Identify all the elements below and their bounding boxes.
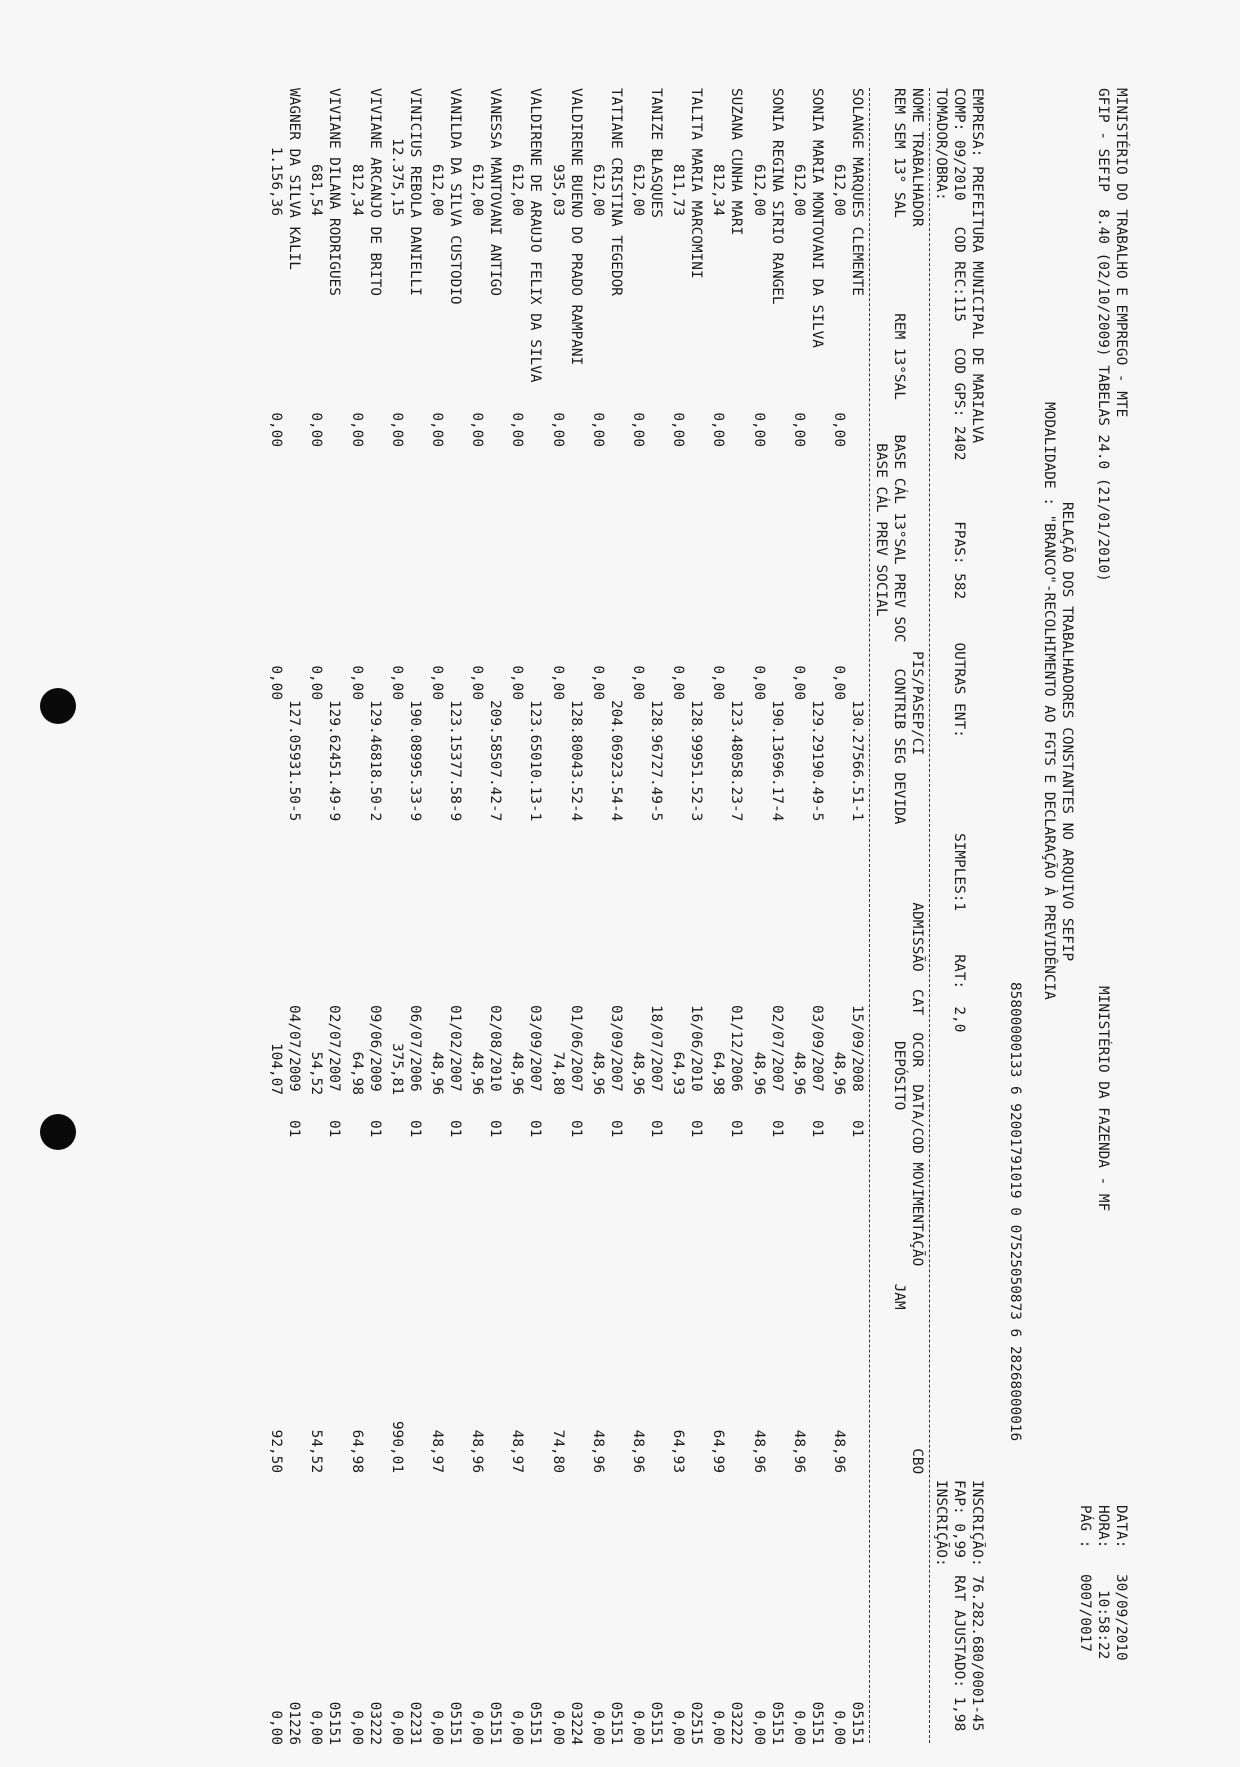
base-13-prev-soc: 0,00	[670, 665, 687, 700]
deposit-value: 74,80	[549, 1429, 566, 1473]
ministry-label: MINISTÉRIO DO TRABALHO E EMPREGO - MTE	[1113, 88, 1129, 418]
worker-name: VALDIRENE DE ARAUJO FELIX DA SILVA	[527, 88, 544, 383]
admission-date: 09/06/2009	[366, 1005, 383, 1092]
worker-name: SONIA REGINA SIRIO RANGEL	[768, 88, 785, 305]
modalidade: MODALIDADE : "BRANCO"-RECOLHIMENTO AO FGTS E DECLARAÇÃO À PREVIDÊNCIA	[1041, 402, 1057, 1000]
pis-number: 129.29190.49-5	[808, 700, 825, 822]
cbo-code: 03222	[366, 1701, 383, 1745]
admission-date: 02/07/2007	[326, 1005, 343, 1092]
base-13-prev-soc: 0,00	[509, 665, 526, 700]
rem-sem-13: 612,00	[509, 164, 526, 216]
rem-13-sal: 0,00	[268, 412, 285, 447]
column-header-row2: REM SEM 13° SAL REM 13°SAL BASE CÁL 13°SAL PREV SOC CONTRIB SEG DEVIDA DEPÓSITO JAM	[891, 88, 907, 1310]
contrib-seg-devida: 48,96	[750, 1051, 767, 1095]
worker-name: TANIZE BLASQUES	[648, 88, 664, 218]
category-code: 01	[648, 1120, 664, 1138]
contrib-seg-devida: 64,93	[670, 1051, 687, 1095]
deposit-value: 64,99	[710, 1429, 727, 1473]
admission-date: 01/06/2007	[567, 1005, 584, 1092]
jam-value: 0,00	[429, 1710, 445, 1745]
worker-name: TATIANE CRISTINA TEGEDOR	[607, 88, 624, 296]
contrib-seg-devida: 64,98	[348, 1051, 365, 1095]
pis-number: 129.62451.49-9	[326, 700, 343, 822]
rem-sem-13: 811,73	[670, 164, 687, 216]
rem-sem-13: 612,00	[469, 164, 486, 216]
deposit-value: 48,96	[469, 1429, 486, 1473]
deposit-value: 48,96	[750, 1429, 767, 1473]
pis-number: 123.65010.13-1	[527, 700, 544, 822]
rem-sem-13: 935,03	[549, 164, 566, 216]
base-13-prev-soc: 0,00	[268, 665, 285, 700]
contrib-seg-devida: 64,98	[710, 1051, 727, 1095]
category-code: 01	[366, 1120, 383, 1138]
rem-13-sal: 0,00	[630, 412, 646, 447]
cbo-code: 05151	[326, 1701, 343, 1745]
comp-line: COMP: 09/2010 COD REC:115 COD GPS: 2402 FPAS: 582 OUTRAS ENT: SIMPLES:1 RAT: 2,0	[951, 88, 967, 1033]
base-13-prev-soc: 0,00	[348, 665, 365, 700]
admission-date: 02/07/2007	[768, 1005, 785, 1092]
divider	[869, 88, 870, 1743]
deposit-value: 64,98	[348, 1429, 365, 1473]
worker-name: SONIA MARIA MONTOVANI DA SILVA	[808, 88, 825, 348]
report-title: RELAÇÃO DOS TRABALHADORES CONSTANTES NO ARQUIVO SEFIP	[1059, 502, 1075, 962]
deposit-value: 48,96	[790, 1429, 807, 1473]
cbo-code: 02231	[406, 1701, 423, 1745]
rem-sem-13: 612,00	[831, 164, 847, 216]
category-code: 01	[567, 1120, 584, 1138]
contrib-seg-devida: 48,96	[790, 1051, 807, 1095]
divider	[929, 88, 930, 1743]
rem-sem-13: 681,54	[308, 164, 325, 216]
category-code: 01	[286, 1120, 303, 1138]
worker-name: VANILDA DA SILVA CUSTODIO	[447, 88, 463, 305]
rem-sem-13: 612,00	[750, 164, 767, 216]
jam-value: 0,00	[509, 1710, 526, 1745]
category-code: 01	[607, 1120, 624, 1138]
pis-number: 128.99951.52-3	[688, 700, 705, 822]
category-code: 01	[849, 1120, 865, 1138]
base-13-prev-soc: 0,00	[790, 665, 807, 700]
cbo-code: 02515	[688, 1701, 705, 1745]
deposit-value: 48,96	[831, 1429, 847, 1473]
rem-sem-13: 612,00	[589, 164, 606, 216]
cbo-code: 05151	[527, 1701, 544, 1745]
jam-value: 0,00	[348, 1710, 365, 1745]
rem-13-sal: 0,00	[549, 412, 566, 447]
admission-date: 16/06/2010	[688, 1005, 705, 1092]
deposit-value: 64,93	[670, 1429, 687, 1473]
base-13-prev-soc: 0,00	[388, 665, 405, 700]
contrib-seg-devida: 54,52	[308, 1051, 325, 1095]
jam-value: 0,00	[268, 1710, 285, 1745]
pis-number: 123.15377.58-9	[447, 700, 463, 822]
rem-sem-13: 612,00	[630, 164, 646, 216]
page-label: PÁG :	[1077, 1505, 1093, 1549]
contrib-seg-devida: 48,96	[509, 1051, 526, 1095]
cbo-code: 05151	[648, 1701, 664, 1745]
cbo-code: 05151	[607, 1701, 624, 1745]
ministry-center: MINISTÉRIO DA FAZENDA - MF	[1095, 986, 1111, 1212]
jam-value: 0,00	[549, 1710, 566, 1745]
admission-date: 03/09/2007	[808, 1005, 825, 1092]
rem-13-sal: 0,00	[710, 412, 727, 447]
rem-13-sal: 0,00	[469, 412, 486, 447]
jam-value: 0,00	[589, 1710, 606, 1745]
admission-date: 06/07/2006	[406, 1005, 423, 1092]
deposit-value: 48,96	[630, 1429, 646, 1473]
deposit-value: 48,97	[429, 1429, 445, 1473]
worker-name: WAGNER DA SILVA KALIL	[286, 88, 303, 270]
contrib-seg-devida: 48,96	[469, 1051, 486, 1095]
rem-13-sal: 0,00	[509, 412, 526, 447]
worker-name: VIVIANE ARCANJO DE BRITO	[366, 88, 383, 296]
admission-date: 01/12/2006	[728, 1005, 745, 1092]
pis-number: 190.13696.17-4	[768, 700, 785, 822]
worker-name: VINICIUS REBOLA DANIELLI	[406, 88, 423, 296]
rem-13-sal: 0,00	[388, 412, 405, 447]
worker-name: SUZANA CUNHA MARI	[728, 88, 745, 236]
cbo-code: 05151	[849, 1701, 865, 1745]
pis-number: 128.80043.52-4	[567, 700, 584, 822]
contrib-seg-devida: 48,96	[831, 1051, 847, 1095]
rem-13-sal: 0,00	[790, 412, 807, 447]
admission-date: 18/07/2007	[648, 1005, 664, 1092]
jam-value: 0,00	[308, 1710, 325, 1745]
jam-value: 0,00	[831, 1710, 847, 1745]
admission-date: 03/09/2007	[527, 1005, 544, 1092]
fap-line: FAP: 0,99 RAT AJUSTADO: 1,98	[951, 1480, 967, 1732]
rem-13-sal: 0,00	[348, 412, 365, 447]
jam-value: 0,00	[710, 1710, 727, 1745]
column-header-row3: BASE CÁL PREV SOCIAL	[873, 88, 889, 617]
contrib-seg-devida: 74,80	[549, 1051, 566, 1095]
date-value: 30/09/2010	[1113, 1574, 1129, 1661]
contrib-seg-devida: 375,81	[388, 1043, 405, 1095]
tomador-inscricao: INSCRIÇÃO:	[933, 1480, 949, 1567]
pis-number: 129.46818.50-2	[366, 700, 383, 822]
category-code: 01	[447, 1120, 463, 1138]
jam-value: 0,00	[670, 1710, 687, 1745]
deposit-value: 48,97	[509, 1429, 526, 1473]
pis-number: 127.05931.50-5	[286, 700, 303, 822]
contrib-seg-devida: 48,96	[429, 1051, 445, 1095]
worker-name: VANESSA MANTOVANI ANTIGO	[487, 88, 504, 296]
pis-number: 130.27566.51-1	[849, 700, 865, 822]
rem-sem-13: 812,34	[710, 164, 727, 216]
rem-13-sal: 0,00	[750, 412, 767, 447]
barcode-number: 85800000133 6 92001791019 0 07525050873 6 28268000016	[1007, 982, 1023, 1442]
contrib-seg-devida: 48,96	[630, 1051, 646, 1095]
rem-sem-13: 1.156,36	[268, 146, 285, 216]
worker-name: SOLANGE MARQUES CLEMENTE	[849, 88, 865, 296]
pis-number: 128.96727.49-5	[648, 700, 664, 822]
admission-date: 04/07/2009	[286, 1005, 303, 1092]
cbo-code: 01226	[286, 1701, 303, 1745]
empresa-line: EMPRESA: PREFEITURA MUNICIPAL DE MARIALVA	[969, 88, 985, 444]
cbo-code: 05151	[808, 1701, 825, 1745]
admission-date: 03/09/2007	[607, 1005, 624, 1092]
deposit-value: 54,52	[308, 1429, 325, 1473]
base-13-prev-soc: 0,00	[630, 665, 646, 700]
jam-value: 0,00	[469, 1710, 486, 1745]
inscricao-line: INSCRIÇÃO: 76.282.680/0001-45	[969, 1480, 985, 1732]
category-code: 01	[406, 1120, 423, 1138]
admission-date: 02/08/2010	[487, 1005, 504, 1092]
cbo-code: 03222	[728, 1701, 745, 1745]
category-code: 01	[487, 1120, 504, 1138]
admission-date: 15/09/2008	[849, 1005, 865, 1092]
pis-number: 209.58507.42-7	[487, 700, 504, 822]
cbo-code: 05151	[487, 1701, 504, 1745]
worker-name: TALITA MARIA MARCOMINI	[688, 88, 705, 279]
jam-value: 0,00	[750, 1710, 767, 1745]
category-code: 01	[728, 1120, 745, 1138]
deposit-value: 48,96	[589, 1429, 606, 1473]
cbo-code: 05151	[768, 1701, 785, 1745]
base-13-prev-soc: 0,00	[831, 665, 847, 700]
pis-number: 204.06923.54-4	[607, 700, 624, 822]
admission-date: 01/02/2007	[447, 1005, 463, 1092]
category-code: 01	[326, 1120, 343, 1138]
rem-13-sal: 0,00	[308, 412, 325, 447]
base-13-prev-soc: 0,00	[469, 665, 486, 700]
jam-value: 0,00	[790, 1710, 807, 1745]
tomador-line: TOMADOR/OBRA:	[933, 88, 949, 201]
rem-13-sal: 0,00	[670, 412, 687, 447]
rem-sem-13: 612,00	[790, 164, 807, 216]
time-label: HORA:	[1095, 1505, 1111, 1549]
base-13-prev-soc: 0,00	[589, 665, 606, 700]
jam-value: 0,00	[388, 1710, 405, 1745]
cbo-code: 05151	[447, 1701, 463, 1745]
date-label: DATA:	[1113, 1505, 1129, 1549]
rem-sem-13: 812,34	[348, 164, 365, 216]
worker-name: VALDIRENE BUENO DO PRADO RAMPANI	[567, 88, 584, 366]
cbo-code: 03224	[567, 1701, 584, 1745]
worker-name: VIVIANE DILANA RODRIGUES	[326, 88, 343, 296]
rem-13-sal: 0,00	[831, 412, 847, 447]
pis-number: 123.48058.23-7	[728, 700, 745, 822]
deposit-value: 990,01	[388, 1421, 405, 1473]
category-code: 01	[527, 1120, 544, 1138]
gfip-version: GFIP - SEFIP 8.40 (02/10/2009) TABELAS 24.0 (21/01/2010)	[1095, 88, 1111, 582]
rem-13-sal: 0,00	[589, 412, 606, 447]
category-code: 01	[688, 1120, 705, 1138]
time-value: 10:58:22	[1095, 1590, 1111, 1660]
contrib-seg-devida: 104,07	[268, 1043, 285, 1095]
deposit-value: 92,50	[268, 1429, 285, 1473]
rem-sem-13: 612,00	[429, 164, 445, 216]
base-13-prev-soc: 0,00	[750, 665, 767, 700]
column-header-row1: NOME TRABALHADOR PIS/PASEP/CI ADMISSÃO CAT OCOR DATA/COD MOVIMENTAÇÃO CBO	[909, 88, 925, 1475]
contrib-seg-devida: 48,96	[589, 1051, 606, 1095]
pis-number: 190.08995.33-9	[406, 700, 423, 822]
base-13-prev-soc: 0,00	[549, 665, 566, 700]
category-code: 01	[808, 1120, 825, 1138]
jam-value: 0,00	[630, 1710, 646, 1745]
category-code: 01	[768, 1120, 785, 1138]
base-13-prev-soc: 0,00	[710, 665, 727, 700]
base-13-prev-soc: 0,00	[308, 665, 325, 700]
rem-sem-13: 12.375,15	[388, 138, 405, 216]
rem-13-sal: 0,00	[429, 412, 445, 447]
base-13-prev-soc: 0,00	[429, 665, 445, 700]
page-value: 0007/0017	[1077, 1574, 1093, 1652]
